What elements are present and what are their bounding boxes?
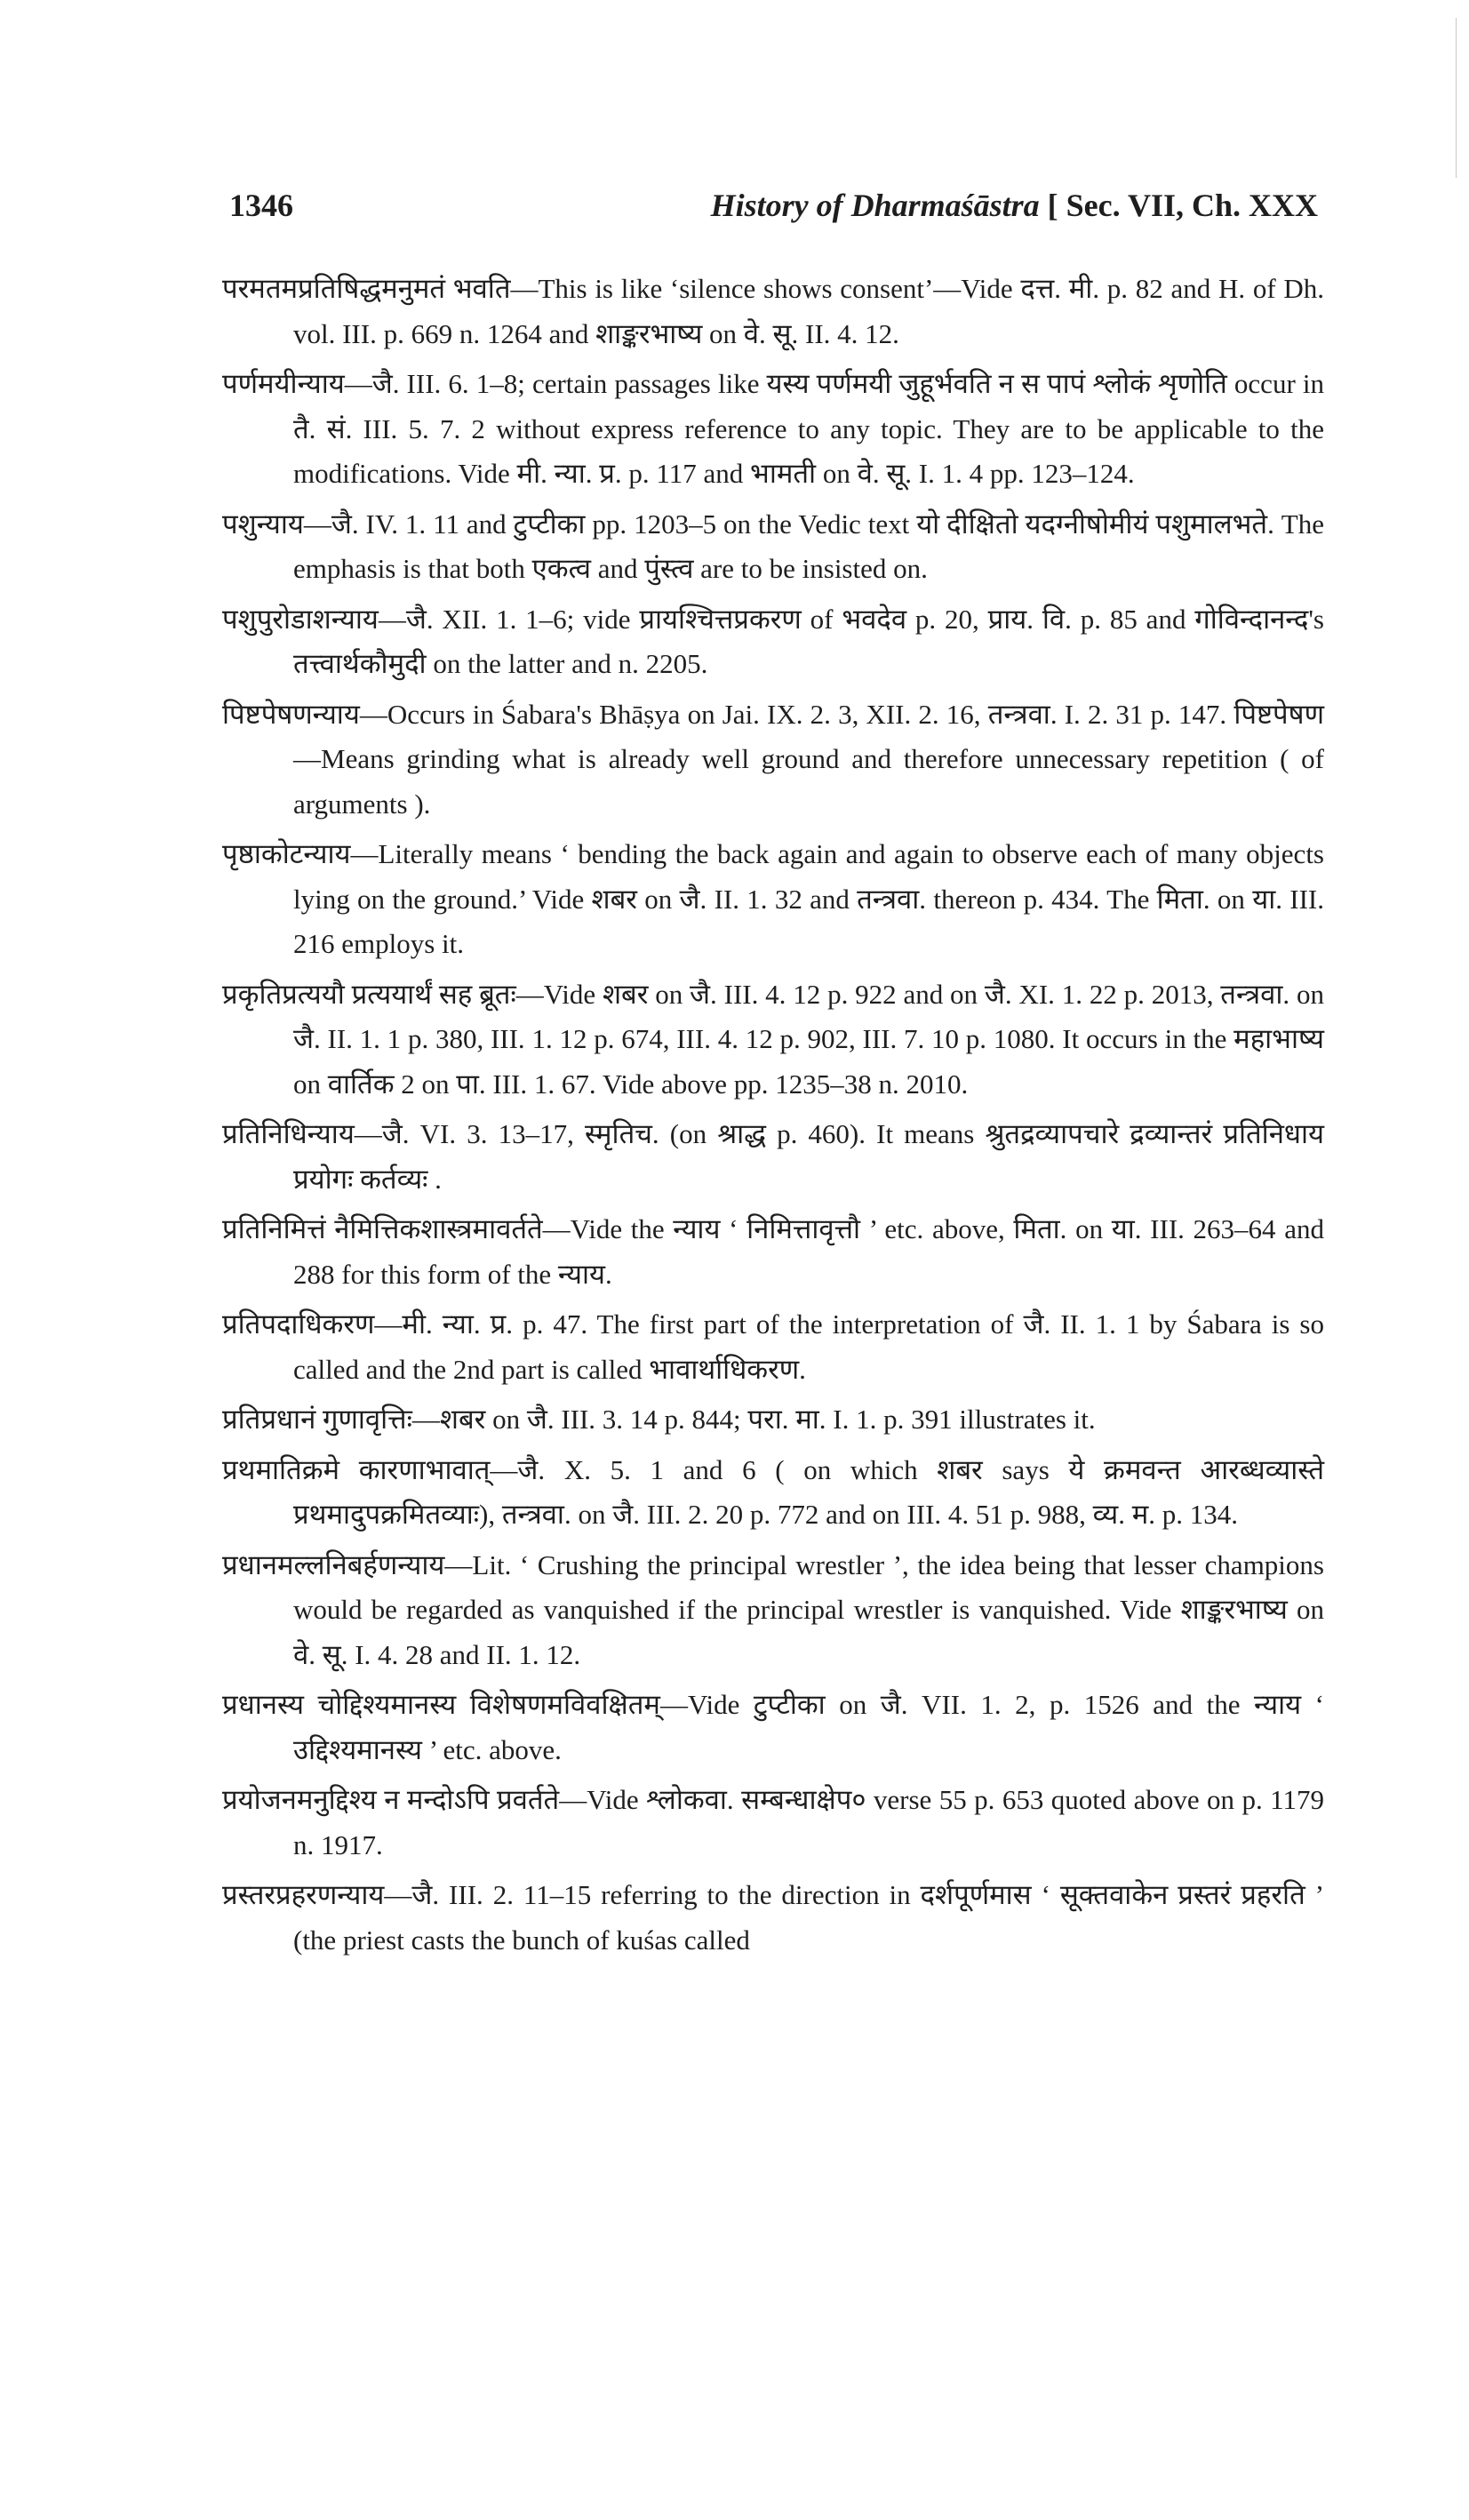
entry-prathamatikrame: प्रथमातिक्रमे कारणाभावात्—जै. X. 5. 1 and 6 ( on which शबर says ये क्रमवन्त आरब्धव्यास्ते प्रथमादुपक्रमितव्याः), तन्त्रवा. on जै. III. 2. 20 p. 772 and on III. 4. 51 p. 988, व्य. म. p. 134. [222,1453,1324,1530]
entry-prastaraprahara: प्रस्तरप्रहरणन्याय—जै. III. 2. 11–15 referring to the direction in दर्शपूर्णमास ‘ सूक्तवाकेन प्रस्तरं प्रहरति ’ (the priest casts the bunch of kuśas called [222,1879,1324,1956]
scan-edge-mark [1456,18,1457,178]
entry-pratipradhanam: प्रतिप्रधानं गुणावृत्तिः—शबर on जै. III. 3. 14 p. 844; परा. मा. I. 1. p. 391 illustrates it. [222,1404,1096,1435]
entry-pradhanasya: प्रधानस्य चोद्दिश्यमानस्य विशेषणमविवक्षितम्—Vide टुप्टीका on जै. VII. 1. 2, p. 1526 and the न्याय ‘ उद्दिश्यमानस्य ’ etc. above. [222,1689,1324,1765]
running-title [711,187,1318,224]
entry-prayojanam: प्रयोजनमनुद्दिश्य न मन्दोऽपि प्रवर्तते—Vide श्लोकवा. सम्बन्धाक्षेप० verse 55 p. 653 quoted above on p. 1179 n. 1917. [222,1784,1324,1860]
section-label: [ Sec. VII, Ch. XXX [1047,188,1318,223]
page-header [229,187,1318,236]
entry-pashupurodasha: पशुपुरोडाशन्याय—जै. XII. 1. 1–6; vide प्रायश्चित्तप्रकरण of भवदेव p. 20, प्राय. वि. p. 85 and गोविन्दानन्द's तत्त्वार्थकौमुदी on the latter and n. 2205. [222,603,1324,679]
entry-prakritipratyayau: प्रकृतिप्रत्ययौ प्रत्ययार्थं सह ब्रूतः—Vide शबर on जै. III. 4. 12 p. 922 and on जै. XI. 1. 22 p. 2013, तन्त्रवा. on जै. II. 1. 1 p. 380, III. 1. 12 p. 674, III. 4. 12 p. 902, III. 7. 10 p. 1080. It occurs in the महाभाष्य on वार्तिक 2 on पा. III. 1. 67. Vide above pp. 1235–38 n. 2010. [222,978,1324,1100]
entry-pratinidhi: प्रतिनिधिन्याय—जै. VI. 3. 13–17, स्मृतिच. (on श्राद्ध p. 460). It means श्रुतद्रव्यापचारे द्रव्यान्तरं प्रतिनिधाय प्रयोगः कर्तव्यः . [222,1118,1324,1195]
entry-paramata: परमतमप्रतिषिद्धमनुमतं भवति—This is like ‘silence shows consent’—Vide दत्त. मी. p. 82 and H. of Dh. vol. III. p. 669 n. 1264 and शाङ्करभाष्य on वे. सू. II. 4. 12. [222,273,1324,349]
entry-pishtapeshana: पिष्टपेषणन्याय—Occurs in Śabara's Bhāṣya on Jai. IX. 2. 3, XII. 2. 16, तन्त्रवा. I. 2. 31 p. 147. पिष्टपेषण—Means grinding what is already well ground and therefore unnecessary repetition ( of arguments ). [222,698,1324,820]
page-number: 1346 [229,188,293,223]
entry-parnamayi: पर्णमयीन्याय—जै. III. 6. 1–8; certain passages like यस्य पर्णमयी जुहूर्भवति न स पापं श्लोकं शृणोति occur in तै. सं. III. 5. 7. 2 without express reference to any topic. They are to be applicable to the modifications. Vide मी. न्या. प्र. p. 117 and भामती on वे. सू. I. 1. 4 pp. 123–124. [222,368,1324,489]
entries-list [222,267,1324,1968]
book-title: History of Dharmaśāstra [710,188,1040,223]
entry-pradhanamalla: प्रधानमल्लनिबर्हणन्याय—Lit. ‘ Crushing the principal wrestler ’, the idea being that lesser champions would be regarded as vanquished if the principal wrestler is vanquished. Vide शाङ्करभाष्य on वे. सू. I. 4. 28 and II. 1. 12. [222,1548,1324,1670]
entry-pashu: पशुन्याय—जै. IV. 1. 11 and टुप्टीका pp. 1203–5 on the Vedic text यो दीक्षितो यदग्नीषोमीयं पशुमालभते. The emphasis is that both एकत्व and पुंस्त्व are to be insisted on. [222,508,1324,584]
entry-pratipada: प्रतिपदाधिकरण—मी. न्या. प्र. p. 47. The first part of the interpretation of जै. II. 1. 1 by Śabara is so called and the 2nd part is called भावार्थाधिकरण. [222,1308,1324,1385]
entry-prishthakotana: पृष्ठाकोटन्याय—Literally means ‘ bending the back again and again to observe each of many objects lying on the ground.’ Vide शबर on जै. II. 1. 32 and तन्त्रवा. thereon p. 434. The मिता. on या. III. 216 employs it. [222,838,1324,959]
entry-pratinimittam: प्रतिनिमित्तं नैमित्तिकशास्त्रमावर्तते—Vide the न्याय ‘ निमित्तावृत्तौ ’ etc. above, मिता. on या. III. 263–64 and 288 for this form of the न्याय. [222,1213,1324,1290]
